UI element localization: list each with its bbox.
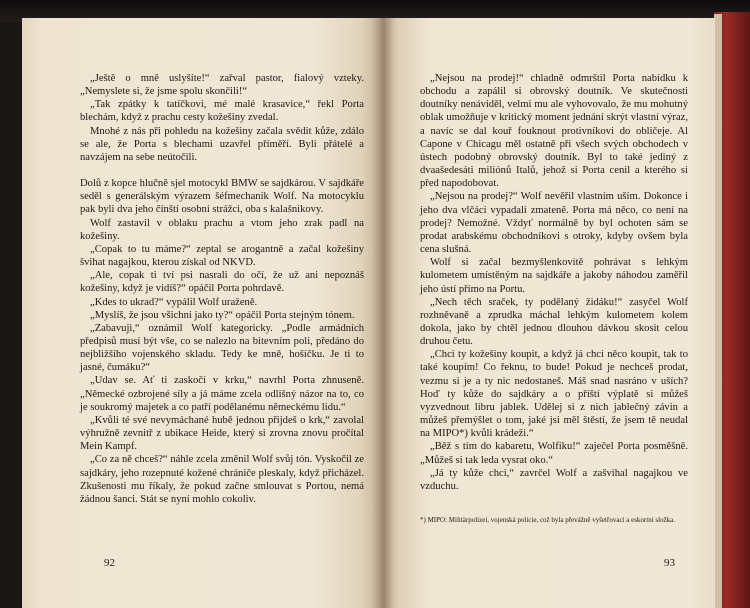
page-number-right: 93 — [664, 557, 675, 569]
left-page — [22, 18, 382, 608]
paragraph: „Já ty kůže chci,“ zavrčel Wolf a zašvihal nagajkou ve vzduchu. — [420, 467, 688, 492]
right-page-text — [420, 72, 688, 493]
paragraph: „Běž s tím do kabaretu, Wolfiku!“ zaječel Porta posměšně. „Můžeš si tak leda vysrat oko.“ — [420, 441, 688, 466]
book-gutter — [372, 18, 394, 608]
paragraph: „Zabavuji,“ oznámil Wolf kategoricky. „Podle armádních předpisů musí být vše, co se nalezlo na bitevním poli, předáno do nejbližšího vojenského skladu. Tedy ke mně, hošíčku. Je ti to jasné, čumáku?“ — [80, 322, 364, 374]
paragraph: „Copak to tu máme?“ zeptal se arogantně a začal kožešiny švihat nagajkou, kterou získal od NKVD. — [80, 243, 364, 269]
paragraph: Wolf si začal bezmyšlenkovitě pohrávat s lehkým kulometem umístěným na sajdkáře a jakoby náhodou zaměřil jeho ústí přímo na Portu. — [420, 257, 688, 295]
paragraph: „Co za ně chceš?“ náhle zcela změnil Wolf svůj tón. Vyskočil ze sajdkáry, jeho rozepnuté kožené chrániče pleskaly, když přicházel. Zkušenosti mu říkaly, že pokud začne smlouvat s Portou, nemá žádnou šanci. Stát se nyní mohlo cokoliv. — [80, 454, 364, 505]
paragraph: Dolů z kopce hlučně sjel motocykl BMW se sajdkárou. V sajdkáře seděl s generálským výrazem šéfmechanik Wolf. Na motocyklu pak byli dva jeho čínští osobní strážci, oba s kalašnikovy. — [80, 178, 364, 216]
right-page — [382, 18, 715, 608]
paragraph: „Ještě o mně uslyšíte!“ zařval pastor, fialový vzteky. „Nemyslete si, že jsme spolu skončili!“ — [80, 73, 364, 98]
paragraph: „Nech těch sraček, ty podělaný židáku!“ zasyčel Wolf rozhněvaně a zprudka máchal lehkým kulometem kolem dokola, jako by chtěl jednou dlouhou dávkou skosit celou druhou četu. — [420, 296, 688, 348]
footnote: *) MIPO: Militärpolizei, vojenská policie, což byla převážně vyšetřovací a eskortní složka. — [420, 516, 676, 524]
paragraph: „Ale, copak ti tví psi nasrali do očí, že už ani nepoznáš kožešiny, když je vidíš?“ opáčil Porta pohrdavě. — [80, 270, 364, 295]
paragraph: „Kdes to ukrad?“ vypálil Wolf uraženě. — [90, 296, 258, 308]
paragraph: „Udav se. Ať ti zaskočí v krku,“ navrhl Porta zhnuseně. „Německé ozbrojené síly a já máme zcela odlišný názor na to, co je soukromý majetek a co patří podělanému německému lidu.“ — [80, 375, 364, 413]
left-page-text — [80, 72, 364, 506]
page-number-left: 92 — [104, 557, 115, 569]
paragraph: „Chci ty kožešiny koupit, a když já chci něco koupit, tak to také koupím! Co řeknu, to bude! Pokud je nechceš prodat, vezmu si je a ty nic nedostaneš. Máš snad nasráno v uších? Hoď ty kůže do sajdkáry a o příští výplatě si můžeš vyzvednout libru jablek. Udělej si z nich jablečný závin a můžeš přemýšlet o tom, jaké jsi měl štěstí, že jsem tě neudal na MIPO*) kvůli krádeži.“ — [420, 349, 688, 440]
paragraph: „Myslíš, že jsou všichni jako ty?“ opáčil Porta stejným tónem. — [90, 309, 355, 321]
paragraph: „Tak zpátky k tatíčkovi, mé malé krasavice,“ řekl Porta blechám, když z prachu cesty kožešiny zvedal. — [80, 99, 364, 124]
paragraph: „Nejsou na prodej!“ chladně odmrštil Porta nabídku k obchodu a zapálil si obrovský doutník. Ve skutečnosti doutníky nenáviděl, velmi mu ale vyhovovalo, že mu mohutný oblak umožňuje v kritický moment jednání skrýt vlastní výraz, a navíc se dal kouř fouknout protivníkovi do obličeje. Al Capone v Chicagu měl ostatně při všech svých obchodech v ústech podobný obrovský doutník. Byl to také jediný z dvaašedesáti miliónů Italů, jehož si Porta cenil a kterého si před napodobovat. — [420, 73, 688, 190]
paragraph: Mnohé z nás při pohledu na kožešiny začala svědit kůže, zdálo se ale, že Porta s blechami uzavřel příměří. Byli přátelé a navzájem na sebe neútočili. — [80, 125, 364, 163]
paragraph: „Kvůli té své nevymáchané hubě jednou přijdeš o krk,“ zavolal výhružně zevnitř z ubikace Heide, který si zrovna znovu pročítal Mein Kampf. — [80, 414, 364, 453]
paragraph: „Nejsou na prodej?“ Wolf nevěřil vlastním uším. Dokonce i jeho dva vlčáci vypadali zmateně. Porta má něco, co není na prodej? Nemožné. Vždyť normálně by byl ochoten sám se prodat arabskému obchodníkovi s otroky, kdyby ovšem byla cena slušná. — [420, 191, 688, 256]
paragraph: Wolf zastavil v oblaku prachu a vtom jeho zrak padl na kožešiny. — [80, 217, 364, 242]
page-stack-edge — [714, 14, 722, 608]
